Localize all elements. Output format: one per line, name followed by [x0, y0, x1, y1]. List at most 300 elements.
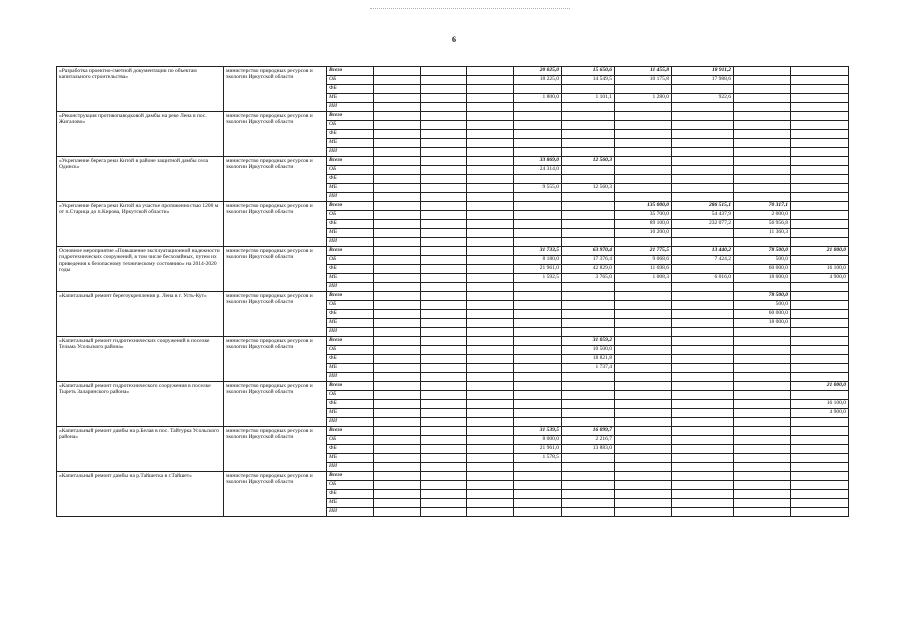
executor-cell: министерство природных ресурсов и экологии Иркутской области — [224, 472, 327, 517]
amount-cell — [791, 445, 849, 454]
funding-source-cell: ФБ — [327, 445, 374, 454]
amount-cell — [514, 112, 562, 121]
table-row — [57, 382, 849, 391]
amount-cell — [562, 229, 615, 238]
funding-source-cell: ИИ — [327, 148, 374, 157]
amount-cell — [374, 391, 421, 400]
amount-cell — [734, 481, 791, 490]
amount-cell — [374, 274, 421, 283]
amount-cell — [672, 472, 734, 481]
amount-cell: 21 961,0 — [514, 265, 562, 274]
amount-cell — [791, 328, 849, 337]
amount-cell — [467, 409, 514, 418]
amount-cell — [467, 202, 514, 211]
activity-name: «Капитальный ремонт берегоукрепления р. Лена в г. Усть-Кут» — [57, 292, 224, 337]
amount-cell: 4 900,0 — [791, 409, 849, 418]
amount-cell — [467, 445, 514, 454]
amount-cell — [562, 238, 615, 247]
amount-cell — [672, 121, 734, 130]
amount-cell — [467, 166, 514, 175]
amount-cell — [791, 193, 849, 202]
amount-cell — [514, 130, 562, 139]
table-body — [57, 67, 849, 517]
amount-cell — [467, 229, 514, 238]
amount-cell — [514, 400, 562, 409]
amount-cell — [467, 211, 514, 220]
table-row — [57, 67, 849, 76]
amount-cell: 8 180,0 — [514, 256, 562, 265]
amount-cell — [672, 463, 734, 472]
amount-cell — [562, 112, 615, 121]
amount-cell — [514, 481, 562, 490]
amount-cell — [514, 220, 562, 229]
amount-cell — [514, 373, 562, 382]
funding-source-cell: ИИ — [327, 238, 374, 247]
amount-cell: 12 560,3 — [562, 157, 615, 166]
amount-cell: 18 000,0 — [734, 319, 791, 328]
amount-cell — [467, 139, 514, 148]
amount-cell — [734, 94, 791, 103]
amount-cell — [374, 346, 421, 355]
amount-cell — [791, 283, 849, 292]
funding-source-cell: ОБ — [327, 166, 374, 175]
amount-cell — [615, 103, 672, 112]
funding-source-cell: МБ — [327, 184, 374, 193]
funding-source-cell: ФБ — [327, 175, 374, 184]
amount-cell: 13 440,2 — [672, 247, 734, 256]
activity-name: «Реконструкция противопаводковой дамбы на реке Лена в пос. Жигалово» — [57, 112, 224, 157]
amount-cell — [374, 229, 421, 238]
amount-cell — [791, 364, 849, 373]
amount-cell — [615, 121, 672, 130]
amount-cell — [791, 238, 849, 247]
activity-name: «Укрепление берега реки Китой на участке протяженностью 1200 м от п.Старица до п.Кирова, Иркутской области» — [57, 202, 224, 247]
amount-cell — [615, 490, 672, 499]
amount-cell: 4 900,0 — [791, 274, 849, 283]
amount-cell — [514, 346, 562, 355]
amount-cell — [421, 103, 467, 112]
amount-cell — [421, 364, 467, 373]
amount-cell — [672, 319, 734, 328]
amount-cell — [672, 382, 734, 391]
amount-cell: 500,0 — [734, 256, 791, 265]
amount-cell — [791, 391, 849, 400]
table-row — [57, 112, 849, 121]
amount-cell — [421, 472, 467, 481]
amount-cell — [734, 364, 791, 373]
amount-cell — [514, 463, 562, 472]
amount-cell — [514, 382, 562, 391]
amount-cell — [672, 445, 734, 454]
amount-cell — [374, 139, 421, 148]
amount-cell — [672, 112, 734, 121]
amount-cell — [791, 67, 849, 76]
amount-cell — [791, 148, 849, 157]
amount-cell — [562, 193, 615, 202]
amount-cell — [734, 454, 791, 463]
amount-cell: 1 592,5 — [514, 274, 562, 283]
amount-cell — [374, 283, 421, 292]
amount-cell — [467, 148, 514, 157]
amount-cell — [791, 481, 849, 490]
amount-cell — [467, 238, 514, 247]
funding-source-cell: ФБ — [327, 355, 374, 364]
amount-cell — [467, 283, 514, 292]
amount-cell — [421, 355, 467, 364]
funding-source-cell: ОБ — [327, 391, 374, 400]
amount-cell — [467, 94, 514, 103]
amount-cell — [791, 130, 849, 139]
funding-source-cell: МБ — [327, 139, 374, 148]
amount-cell — [791, 103, 849, 112]
amount-cell — [374, 94, 421, 103]
amount-cell — [421, 328, 467, 337]
amount-cell — [672, 454, 734, 463]
amount-cell: 20 025,0 — [514, 67, 562, 76]
amount-cell — [467, 382, 514, 391]
amount-cell — [374, 238, 421, 247]
amount-cell — [791, 373, 849, 382]
amount-cell — [374, 409, 421, 418]
executor-cell: министерство природных ресурсов и экологии Иркутской области — [224, 202, 327, 247]
amount-cell — [374, 436, 421, 445]
amount-cell: 286 515,1 — [672, 202, 734, 211]
amount-cell — [374, 184, 421, 193]
amount-cell: 35 700,0 — [615, 211, 672, 220]
amount-cell — [791, 76, 849, 85]
amount-cell — [421, 229, 467, 238]
amount-cell — [734, 355, 791, 364]
amount-cell — [791, 463, 849, 472]
funding-source-cell: Всего — [327, 247, 374, 256]
amount-cell: 54 437,9 — [672, 211, 734, 220]
amount-cell: 14 549,5 — [562, 76, 615, 85]
amount-cell: 78 500,0 — [734, 247, 791, 256]
executor-cell: министерство природных ресурсов и экологии Иркутской области — [224, 112, 327, 157]
activity-name: «Капитальный ремонт гидротехнического сооружения в поселке Тыреть Заларинского района» — [57, 382, 224, 427]
amount-cell — [791, 346, 849, 355]
amount-cell — [467, 157, 514, 166]
amount-cell — [672, 355, 734, 364]
funding-source-cell: Всего — [327, 427, 374, 436]
amount-cell — [672, 301, 734, 310]
amount-cell — [514, 499, 562, 508]
executor-cell: министерство природных ресурсов и экологии Иркутской области — [224, 67, 327, 112]
amount-cell — [791, 355, 849, 364]
amount-cell: 7 424,2 — [672, 256, 734, 265]
amount-cell — [374, 337, 421, 346]
amount-cell — [467, 193, 514, 202]
amount-cell — [615, 85, 672, 94]
amount-cell — [672, 436, 734, 445]
amount-cell — [374, 166, 421, 175]
amount-cell — [615, 337, 672, 346]
amount-cell — [734, 400, 791, 409]
amount-cell — [791, 427, 849, 436]
amount-cell — [791, 112, 849, 121]
amount-cell: 500,0 — [734, 301, 791, 310]
amount-cell — [514, 319, 562, 328]
amount-cell — [791, 499, 849, 508]
amount-cell — [734, 166, 791, 175]
funding-source-cell: ИИ — [327, 373, 374, 382]
funding-source-cell: ОБ — [327, 256, 374, 265]
amount-cell — [615, 166, 672, 175]
amount-cell: 18 821,8 — [562, 355, 615, 364]
amount-cell — [421, 373, 467, 382]
amount-cell — [421, 94, 467, 103]
amount-cell — [421, 463, 467, 472]
amount-cell — [734, 328, 791, 337]
amount-cell — [615, 418, 672, 427]
amount-cell — [615, 310, 672, 319]
amount-cell — [514, 301, 562, 310]
amount-cell: 1 800,0 — [514, 94, 562, 103]
amount-cell: 12 560,3 — [562, 184, 615, 193]
amount-cell — [615, 499, 672, 508]
funding-source-cell: ИИ — [327, 328, 374, 337]
amount-cell — [514, 337, 562, 346]
amount-cell — [467, 463, 514, 472]
table-row — [57, 202, 849, 211]
amount-cell — [672, 103, 734, 112]
amount-cell — [421, 409, 467, 418]
amount-cell — [672, 400, 734, 409]
amount-cell — [791, 337, 849, 346]
amount-cell — [374, 103, 421, 112]
amount-cell — [421, 499, 467, 508]
amount-cell — [615, 454, 672, 463]
amount-cell — [791, 202, 849, 211]
amount-cell — [421, 454, 467, 463]
amount-cell — [562, 463, 615, 472]
amount-cell — [615, 472, 672, 481]
amount-cell — [672, 364, 734, 373]
amount-cell — [467, 130, 514, 139]
amount-cell — [374, 364, 421, 373]
amount-cell — [562, 400, 615, 409]
amount-cell — [734, 490, 791, 499]
amount-cell — [374, 373, 421, 382]
amount-cell — [562, 472, 615, 481]
amount-cell — [615, 346, 672, 355]
amount-cell — [615, 130, 672, 139]
amount-cell — [562, 490, 615, 499]
amount-cell — [562, 301, 615, 310]
amount-cell — [672, 508, 734, 517]
table-row — [57, 292, 849, 301]
amount-cell — [734, 103, 791, 112]
amount-cell — [672, 292, 734, 301]
amount-cell — [672, 328, 734, 337]
amount-cell — [467, 121, 514, 130]
amount-cell — [734, 346, 791, 355]
amount-cell — [562, 508, 615, 517]
amount-cell — [374, 454, 421, 463]
amount-cell — [467, 265, 514, 274]
funding-source-cell: Всего — [327, 202, 374, 211]
funding-source-cell: МБ — [327, 274, 374, 283]
amount-cell — [672, 148, 734, 157]
amount-cell — [562, 310, 615, 319]
amount-cell — [672, 193, 734, 202]
amount-cell — [467, 454, 514, 463]
amount-cell: 18 911,2 — [672, 67, 734, 76]
amount-cell: 17 988,6 — [672, 76, 734, 85]
amount-cell: 8 000,0 — [514, 436, 562, 445]
amount-cell — [421, 148, 467, 157]
amount-cell — [374, 247, 421, 256]
amount-cell — [734, 382, 791, 391]
amount-cell — [615, 283, 672, 292]
amount-cell — [672, 391, 734, 400]
amount-cell — [791, 490, 849, 499]
amount-cell — [467, 319, 514, 328]
funding-source-cell: Всего — [327, 112, 374, 121]
amount-cell — [615, 175, 672, 184]
funding-source-cell: ИИ — [327, 418, 374, 427]
amount-cell — [514, 409, 562, 418]
amount-cell — [421, 391, 467, 400]
amount-cell: 31 539,5 — [514, 427, 562, 436]
amount-cell — [672, 166, 734, 175]
amount-cell — [672, 139, 734, 148]
amount-cell — [562, 373, 615, 382]
amount-cell — [514, 508, 562, 517]
amount-cell — [562, 166, 615, 175]
page-number: 6 — [452, 35, 456, 44]
funding-source-cell: ФБ — [327, 130, 374, 139]
amount-cell — [734, 139, 791, 148]
amount-cell — [562, 85, 615, 94]
amount-cell — [791, 454, 849, 463]
amount-cell — [734, 85, 791, 94]
amount-cell — [734, 238, 791, 247]
amount-cell — [791, 139, 849, 148]
amount-cell: 24 314,0 — [514, 166, 562, 175]
amount-cell: 60 000,0 — [734, 310, 791, 319]
amount-cell: 9 068,6 — [615, 256, 672, 265]
amount-cell — [562, 328, 615, 337]
amount-cell — [374, 175, 421, 184]
amount-cell: 21 000,0 — [791, 247, 849, 256]
amount-cell — [615, 391, 672, 400]
amount-cell — [562, 454, 615, 463]
funding-source-cell: ОБ — [327, 346, 374, 355]
amount-cell — [374, 481, 421, 490]
amount-cell — [374, 157, 421, 166]
amount-cell — [734, 427, 791, 436]
amount-cell — [734, 67, 791, 76]
amount-cell — [514, 310, 562, 319]
amount-cell — [791, 472, 849, 481]
amount-cell — [467, 499, 514, 508]
amount-cell — [374, 265, 421, 274]
amount-cell — [615, 481, 672, 490]
amount-cell — [467, 67, 514, 76]
amount-cell — [615, 463, 672, 472]
amount-cell — [421, 490, 467, 499]
amount-cell — [374, 490, 421, 499]
activity-name: «Капитальный ремонт дамбы на р.Белая в пос. Тайтурка Усольского района» — [57, 427, 224, 472]
amount-cell — [734, 184, 791, 193]
amount-cell — [672, 490, 734, 499]
amount-cell — [672, 481, 734, 490]
amount-cell: 2 000,0 — [734, 211, 791, 220]
amount-cell — [791, 319, 849, 328]
amount-cell — [734, 445, 791, 454]
amount-cell — [374, 328, 421, 337]
amount-cell — [374, 121, 421, 130]
amount-cell: 2 216,7 — [562, 436, 615, 445]
amount-cell — [734, 373, 791, 382]
amount-cell — [615, 319, 672, 328]
amount-cell — [421, 508, 467, 517]
amount-cell — [734, 337, 791, 346]
amount-cell — [421, 184, 467, 193]
amount-cell — [734, 112, 791, 121]
amount-cell — [562, 382, 615, 391]
funding-source-cell: ФБ — [327, 310, 374, 319]
activity-name: «Капитальный ремонт гидротехнических сооружений в поселке Тельма Усольского района» — [57, 337, 224, 382]
amount-cell — [615, 382, 672, 391]
amount-cell — [514, 391, 562, 400]
amount-cell — [421, 319, 467, 328]
funding-source-cell: ОБ — [327, 76, 374, 85]
amount-cell — [467, 490, 514, 499]
amount-cell — [615, 148, 672, 157]
table-row — [57, 337, 849, 346]
amount-cell — [374, 400, 421, 409]
amount-cell — [467, 436, 514, 445]
amount-cell — [562, 175, 615, 184]
table-row — [57, 427, 849, 436]
amount-cell — [672, 157, 734, 166]
amount-cell — [467, 103, 514, 112]
amount-cell — [421, 292, 467, 301]
amount-cell: 10 200,0 — [615, 229, 672, 238]
funding-source-cell: ФБ — [327, 265, 374, 274]
amount-cell — [791, 508, 849, 517]
amount-cell — [562, 319, 615, 328]
amount-cell — [562, 391, 615, 400]
amount-cell — [672, 85, 734, 94]
amount-cell: 18 000,0 — [734, 274, 791, 283]
funding-source-cell: Всего — [327, 472, 374, 481]
funding-source-cell: МБ — [327, 409, 374, 418]
amount-cell — [421, 436, 467, 445]
amount-cell — [791, 166, 849, 175]
amount-cell — [615, 328, 672, 337]
amount-cell — [615, 364, 672, 373]
amount-cell — [374, 211, 421, 220]
funding-source-cell: ОБ — [327, 436, 374, 445]
amount-cell: 11 698,6 — [615, 265, 672, 274]
funding-source-cell: МБ — [327, 499, 374, 508]
amount-cell — [672, 184, 734, 193]
amount-cell — [374, 130, 421, 139]
amount-cell — [421, 337, 467, 346]
amount-cell — [467, 337, 514, 346]
funding-source-cell: МБ — [327, 364, 374, 373]
amount-cell — [467, 301, 514, 310]
amount-cell: 70 317,1 — [734, 202, 791, 211]
amount-cell — [615, 139, 672, 148]
amount-cell — [615, 301, 672, 310]
amount-cell — [734, 175, 791, 184]
amount-cell — [791, 436, 849, 445]
amount-cell: 11 360,3 — [734, 229, 791, 238]
